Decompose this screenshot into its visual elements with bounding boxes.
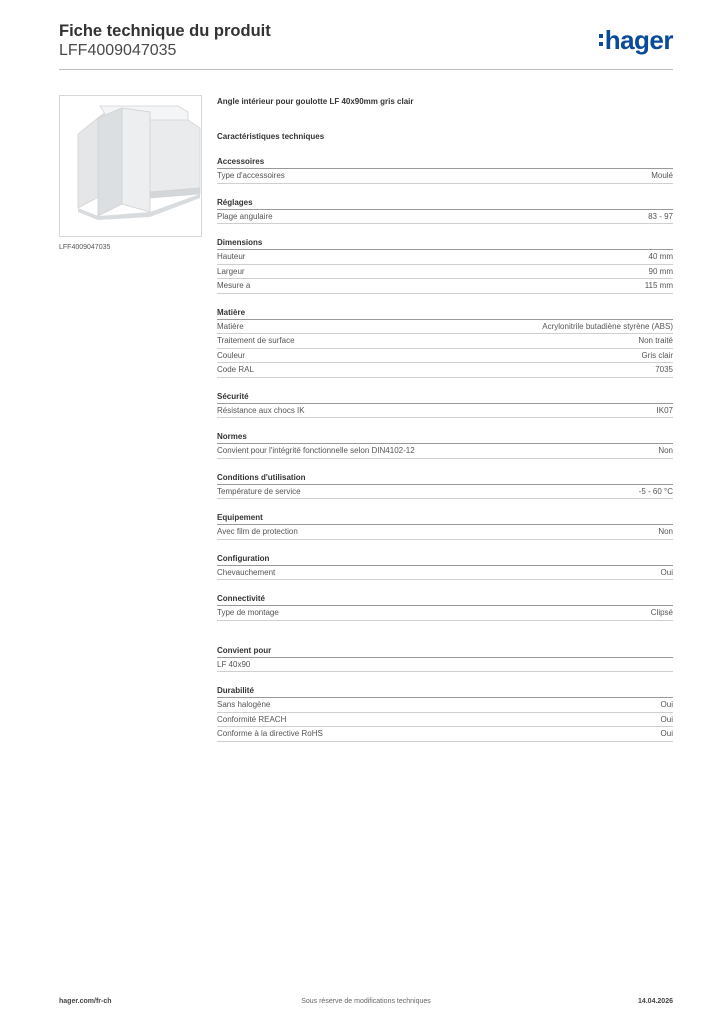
spec-label: Type d'accessoires	[217, 171, 285, 180]
spec-section	[217, 197, 673, 225]
spec-label: Matière	[217, 321, 244, 331]
spec-label: Conforme à la directive RoHS	[217, 729, 323, 738]
spec-row	[217, 265, 673, 280]
tech-section-title: Caractéristiques techniques	[217, 132, 325, 141]
spec-row	[217, 334, 673, 349]
spec-section	[217, 307, 673, 378]
spec-row	[217, 279, 673, 294]
section-title: Durabilité	[217, 685, 673, 698]
spec-label: Sans halogène	[217, 700, 271, 709]
section-title: Equipement	[217, 512, 673, 525]
spec-value: Oui	[660, 714, 673, 724]
section-title: Conditions d'utilisation	[217, 472, 673, 485]
spec-value: Moulé	[651, 171, 673, 180]
spec-label: Couleur	[217, 350, 246, 360]
spec-row	[217, 169, 673, 184]
spec-label: Largeur	[217, 266, 245, 276]
spec-label: Traitement de surface	[217, 336, 295, 345]
spec-section	[217, 553, 673, 581]
product-image	[59, 95, 202, 237]
spec-label: Code RAL	[217, 365, 254, 374]
spec-value: 115 mm	[644, 281, 673, 290]
spec-label: LF 40x90	[217, 659, 251, 669]
spec-label: Conformité REACH	[217, 714, 287, 724]
section-title: Connectivité	[217, 593, 673, 606]
footer-notice: Sous réserve de modifications techniques	[301, 998, 431, 1005]
product-name: Angle intérieur pour goulotte LF 40x90mm gris clair	[217, 97, 414, 106]
spec-sections	[217, 156, 673, 742]
spec-value: IK07	[656, 405, 673, 415]
spec-row	[217, 727, 673, 742]
spec-row	[217, 606, 673, 621]
brand-name: hager	[604, 25, 673, 55]
spec-value: Oui	[660, 567, 673, 577]
spec-section	[217, 685, 673, 742]
spec-label: Convient pour l'intégrité fonctionnelle selon DIN4102-12	[217, 446, 415, 455]
spec-label: Résistance aux chocs IK	[217, 405, 305, 415]
spec-row	[217, 658, 673, 673]
spec-section	[217, 472, 673, 500]
section-title: Convient pour	[217, 645, 673, 658]
spec-row	[217, 349, 673, 364]
spec-section	[217, 645, 673, 673]
page-title: Fiche technique du produit	[59, 22, 271, 40]
spec-label: Type de montage	[217, 608, 279, 617]
spec-label: Température de service	[217, 486, 301, 496]
section-title: Réglages	[217, 197, 673, 210]
spec-row	[217, 363, 673, 378]
spec-section	[217, 156, 673, 184]
section-title: Accessoires	[217, 156, 673, 169]
spec-section	[217, 593, 673, 621]
product-reference: LFF4009047035	[59, 42, 177, 59]
footer-date: 14.04.2026	[637, 998, 673, 1005]
spec-row	[217, 210, 673, 225]
spec-label: Mesure a	[217, 281, 251, 290]
spec-value: Non	[658, 527, 673, 536]
spec-label: Hauteur	[217, 252, 246, 261]
corner-duct-icon	[60, 96, 202, 237]
logo-dots-icon	[599, 32, 603, 48]
section-title: Configuration	[217, 553, 673, 566]
spec-content	[217, 96, 673, 742]
spec-value: -5 - 60 °C	[638, 486, 673, 496]
section-title: Dimensions	[217, 237, 673, 250]
hager-logo	[599, 27, 673, 53]
spec-section	[217, 512, 673, 540]
spec-value: 83 - 97	[648, 211, 673, 221]
spec-value: Oui	[660, 729, 673, 738]
spec-value: Non traité	[638, 336, 673, 345]
spec-value: 40 mm	[648, 252, 673, 261]
spec-section	[217, 391, 673, 419]
spec-label: Plage angulaire	[217, 211, 273, 221]
section-title: Normes	[217, 431, 673, 444]
spec-section	[217, 237, 673, 294]
spec-value: Gris clair	[641, 350, 673, 360]
spec-row	[217, 566, 673, 581]
spec-value: 7035	[655, 365, 673, 374]
spec-value: Clipsé	[650, 608, 673, 617]
spec-row	[217, 698, 673, 713]
spec-row	[217, 525, 673, 540]
section-title: Sécurité	[217, 391, 673, 404]
spec-row	[217, 404, 673, 419]
spec-label: Avec film de protection	[217, 527, 298, 536]
spec-value: Non	[658, 446, 673, 455]
section-title: Matière	[217, 307, 673, 320]
spec-label: Chevauchement	[217, 567, 276, 577]
spec-row	[217, 713, 673, 728]
spec-value: Oui	[660, 700, 673, 709]
spec-row	[217, 444, 673, 459]
spec-section	[217, 431, 673, 459]
spec-row	[217, 250, 673, 265]
spec-row	[217, 485, 673, 500]
page-header	[59, 22, 673, 70]
spec-row	[217, 320, 673, 335]
image-caption: LFF4009047035	[59, 244, 111, 251]
spec-value: Acrylonitrile butadiène styrène (ABS)	[542, 321, 673, 331]
footer-website: hager.com/fr-ch	[59, 998, 112, 1005]
spec-value: 90 mm	[648, 266, 673, 276]
